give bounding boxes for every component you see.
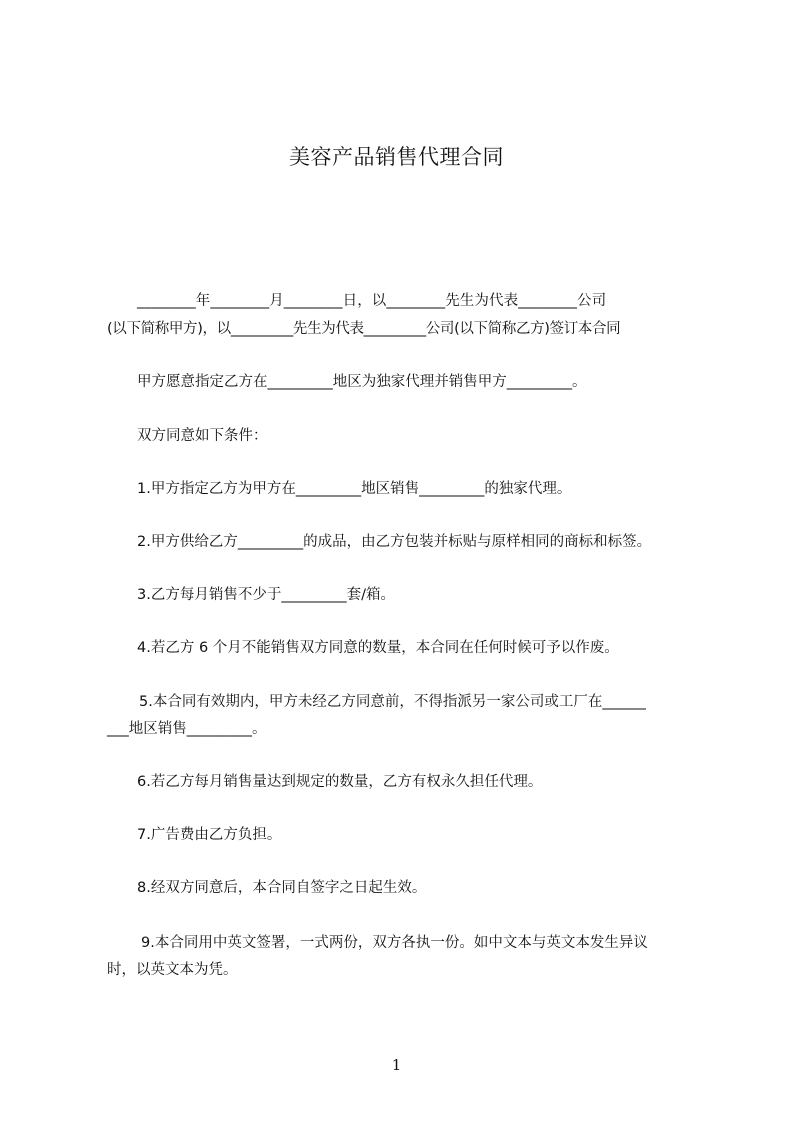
clause-2: 2.甲方供给乙方_________的成品，由乙方包装并标贴与原样相同的商标和标签。 (137, 534, 652, 550)
clause-5-line-2: ___地区销售_________。 (107, 721, 267, 737)
clause-3: 3.乙方每月销售不少于_________套/箱。 (137, 587, 395, 603)
clause-9-line-1: 9.本合同用中英文签署，一式两份，双方各执一份。如中文本与英文本发生异议 (141, 935, 648, 951)
appointment-paragraph: 甲方愿意指定乙方在_________地区为独家代理并销售甲方_________。 (137, 374, 587, 390)
clause-7: 7.广告费由乙方负担。 (137, 827, 282, 843)
clause-5-line-1: 5.本合同有效期内，甲方未经乙方同意前，不得指派另一家公司或工厂在______ (139, 694, 646, 710)
clause-4: 4.若乙方 6 个月不能销售双方同意的数量，本合同在任何时候可予以作废。 (137, 640, 619, 656)
document-title: 美容产品销售代理合同 (289, 145, 504, 169)
clause-6: 6.若乙方每月销售量达到规定的数量，乙方有权永久担任代理。 (137, 774, 543, 790)
clause-1: 1.甲方指定乙方为甲方在_________地区销售_________的独家代理。 (137, 481, 572, 497)
conditions-heading: 双方同意如下条件： (137, 428, 268, 444)
page-number: 1 (391, 1056, 402, 1074)
clause-9-line-2: 时，以英文本为凭。 (107, 962, 238, 978)
clause-8: 8.经双方同意后，本合同自签字之日起生效。 (137, 880, 427, 896)
intro-line-2: (以下简称甲方)，以_________先生为代表_________公司(以下简称乙方)签订本合同 (107, 321, 621, 337)
intro-line-1: ________年________月________日，以________先生为代表________公司 (137, 293, 607, 309)
